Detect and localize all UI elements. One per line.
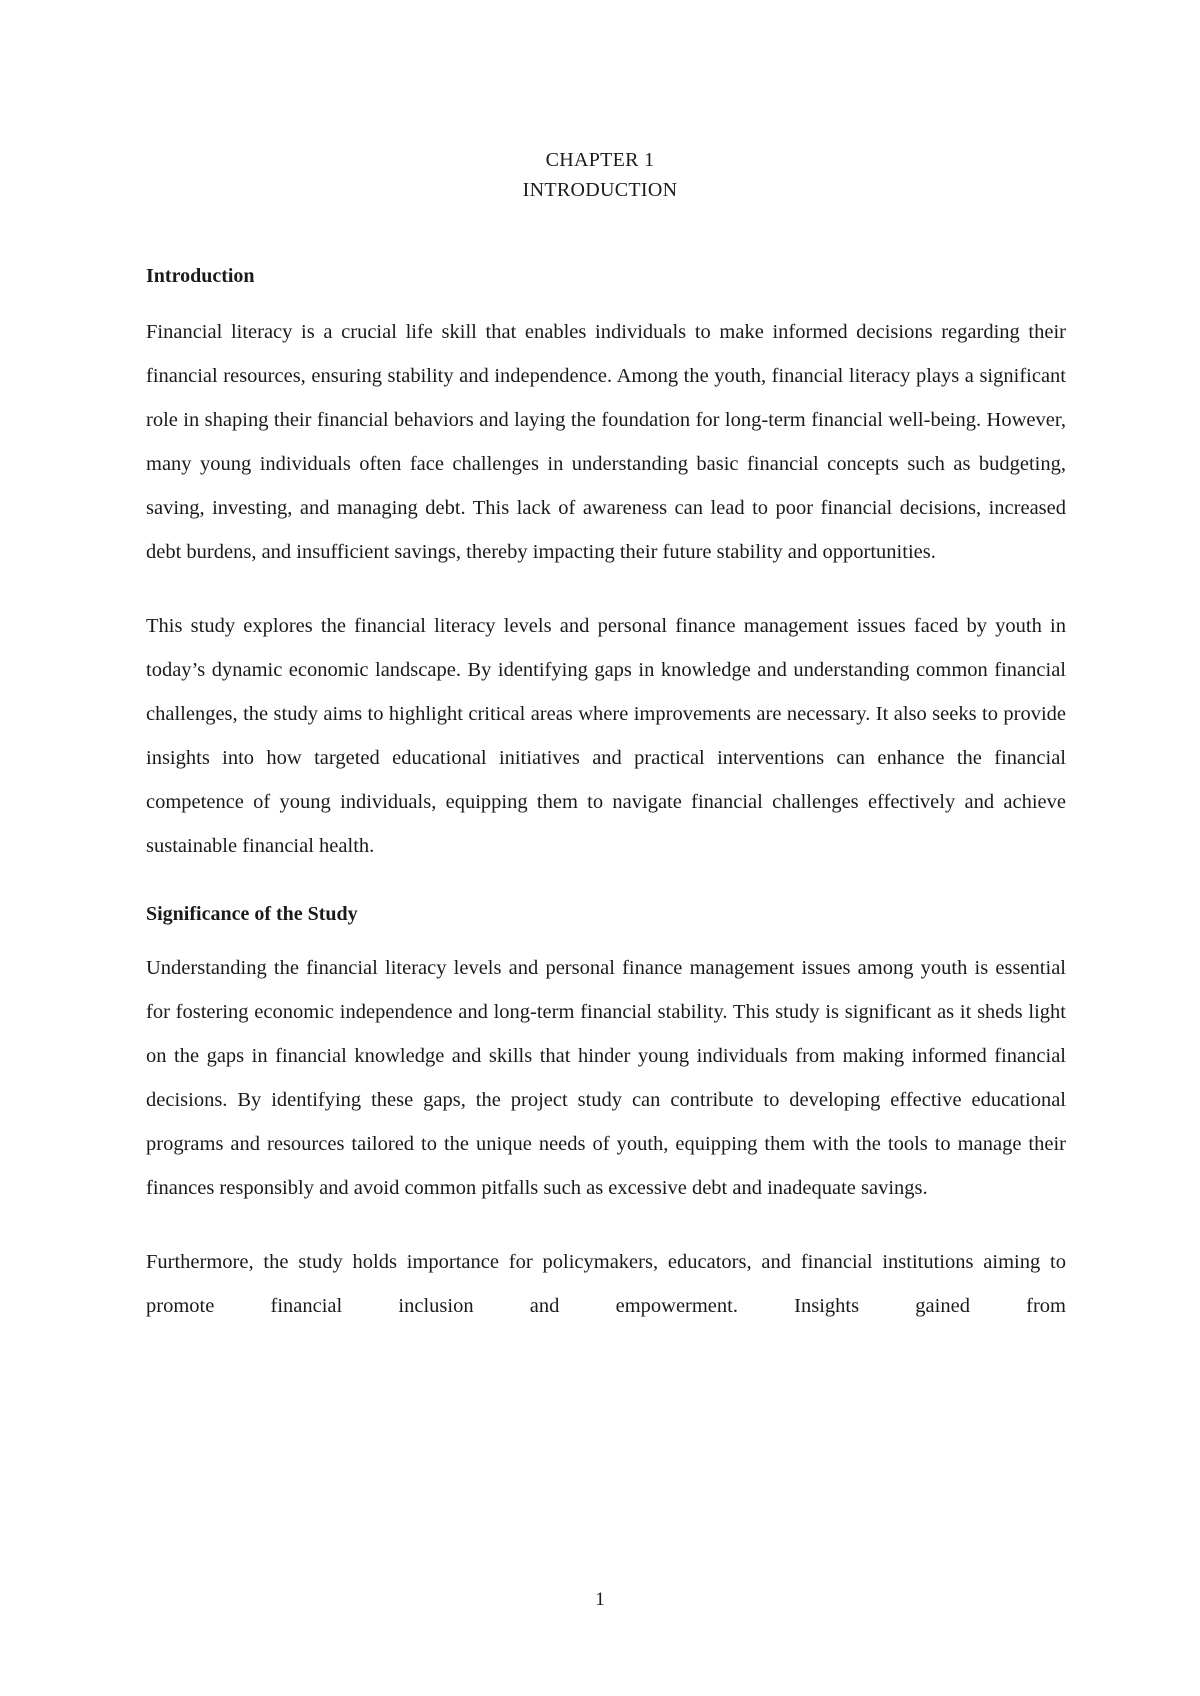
chapter-label: CHAPTER 1 [545,149,655,171]
chapter-title: INTRODUCTION [522,179,678,201]
chapter-heading [0,145,1200,205]
section-heading-introduction: Introduction [146,265,255,287]
page-number: 1 [595,1589,605,1610]
paragraph-introduction-2: This study explores the financial literacy levels and personal finance management issues faced by youth in today’s dynamic economic landscape. By identifying gaps in knowledge and understanding common financial challenges, the study aims to highlight critical areas where improvements are necessary. It also seeks to provide insights into how targeted educational initiatives and practical interventions can enhance the financial competence of young individuals, equipping them to navigate financial challenges effectively and achieve sustainable financial health. [146,615,1066,857]
paragraph-introduction-1: Financial literacy is a crucial life skill that enables individuals to make informed decisions regarding their financial resources, ensuring stability and independence. Among the youth, financial literacy plays a significant role in shaping their financial behaviors and laying the foundation for long-term financial well-being. However, many young individuals often face challenges in understanding basic financial concepts such as budgeting, saving, investing, and managing debt. This lack of awareness can lead to poor financial decisions, increased debt burdens, and insufficient savings, thereby impacting their future stability and opportunities. [146,321,1066,563]
paragraph-significance-2: Furthermore, the study holds importance for policymakers, educators, and financial institutions aiming to promote financial inclusion and empowerment. Insights gained from [146,1251,1066,1317]
body-content [146,262,1066,1328]
section-heading-significance: Significance of the Study [146,903,358,925]
paragraph-significance-1: Understanding the financial literacy levels and personal finance management issues among youth is essential for fostering economic independence and long-term financial stability. This study is significant as it sheds light on the gaps in financial knowledge and skills that hinder young individuals from making informed financial decisions. By identifying these gaps, the project study can contribute to developing effective educational programs and resources tailored to the unique needs of youth, equipping them with the tools to manage their finances responsibly and avoid common pitfalls such as excessive debt and inadequate savings. [146,957,1066,1199]
